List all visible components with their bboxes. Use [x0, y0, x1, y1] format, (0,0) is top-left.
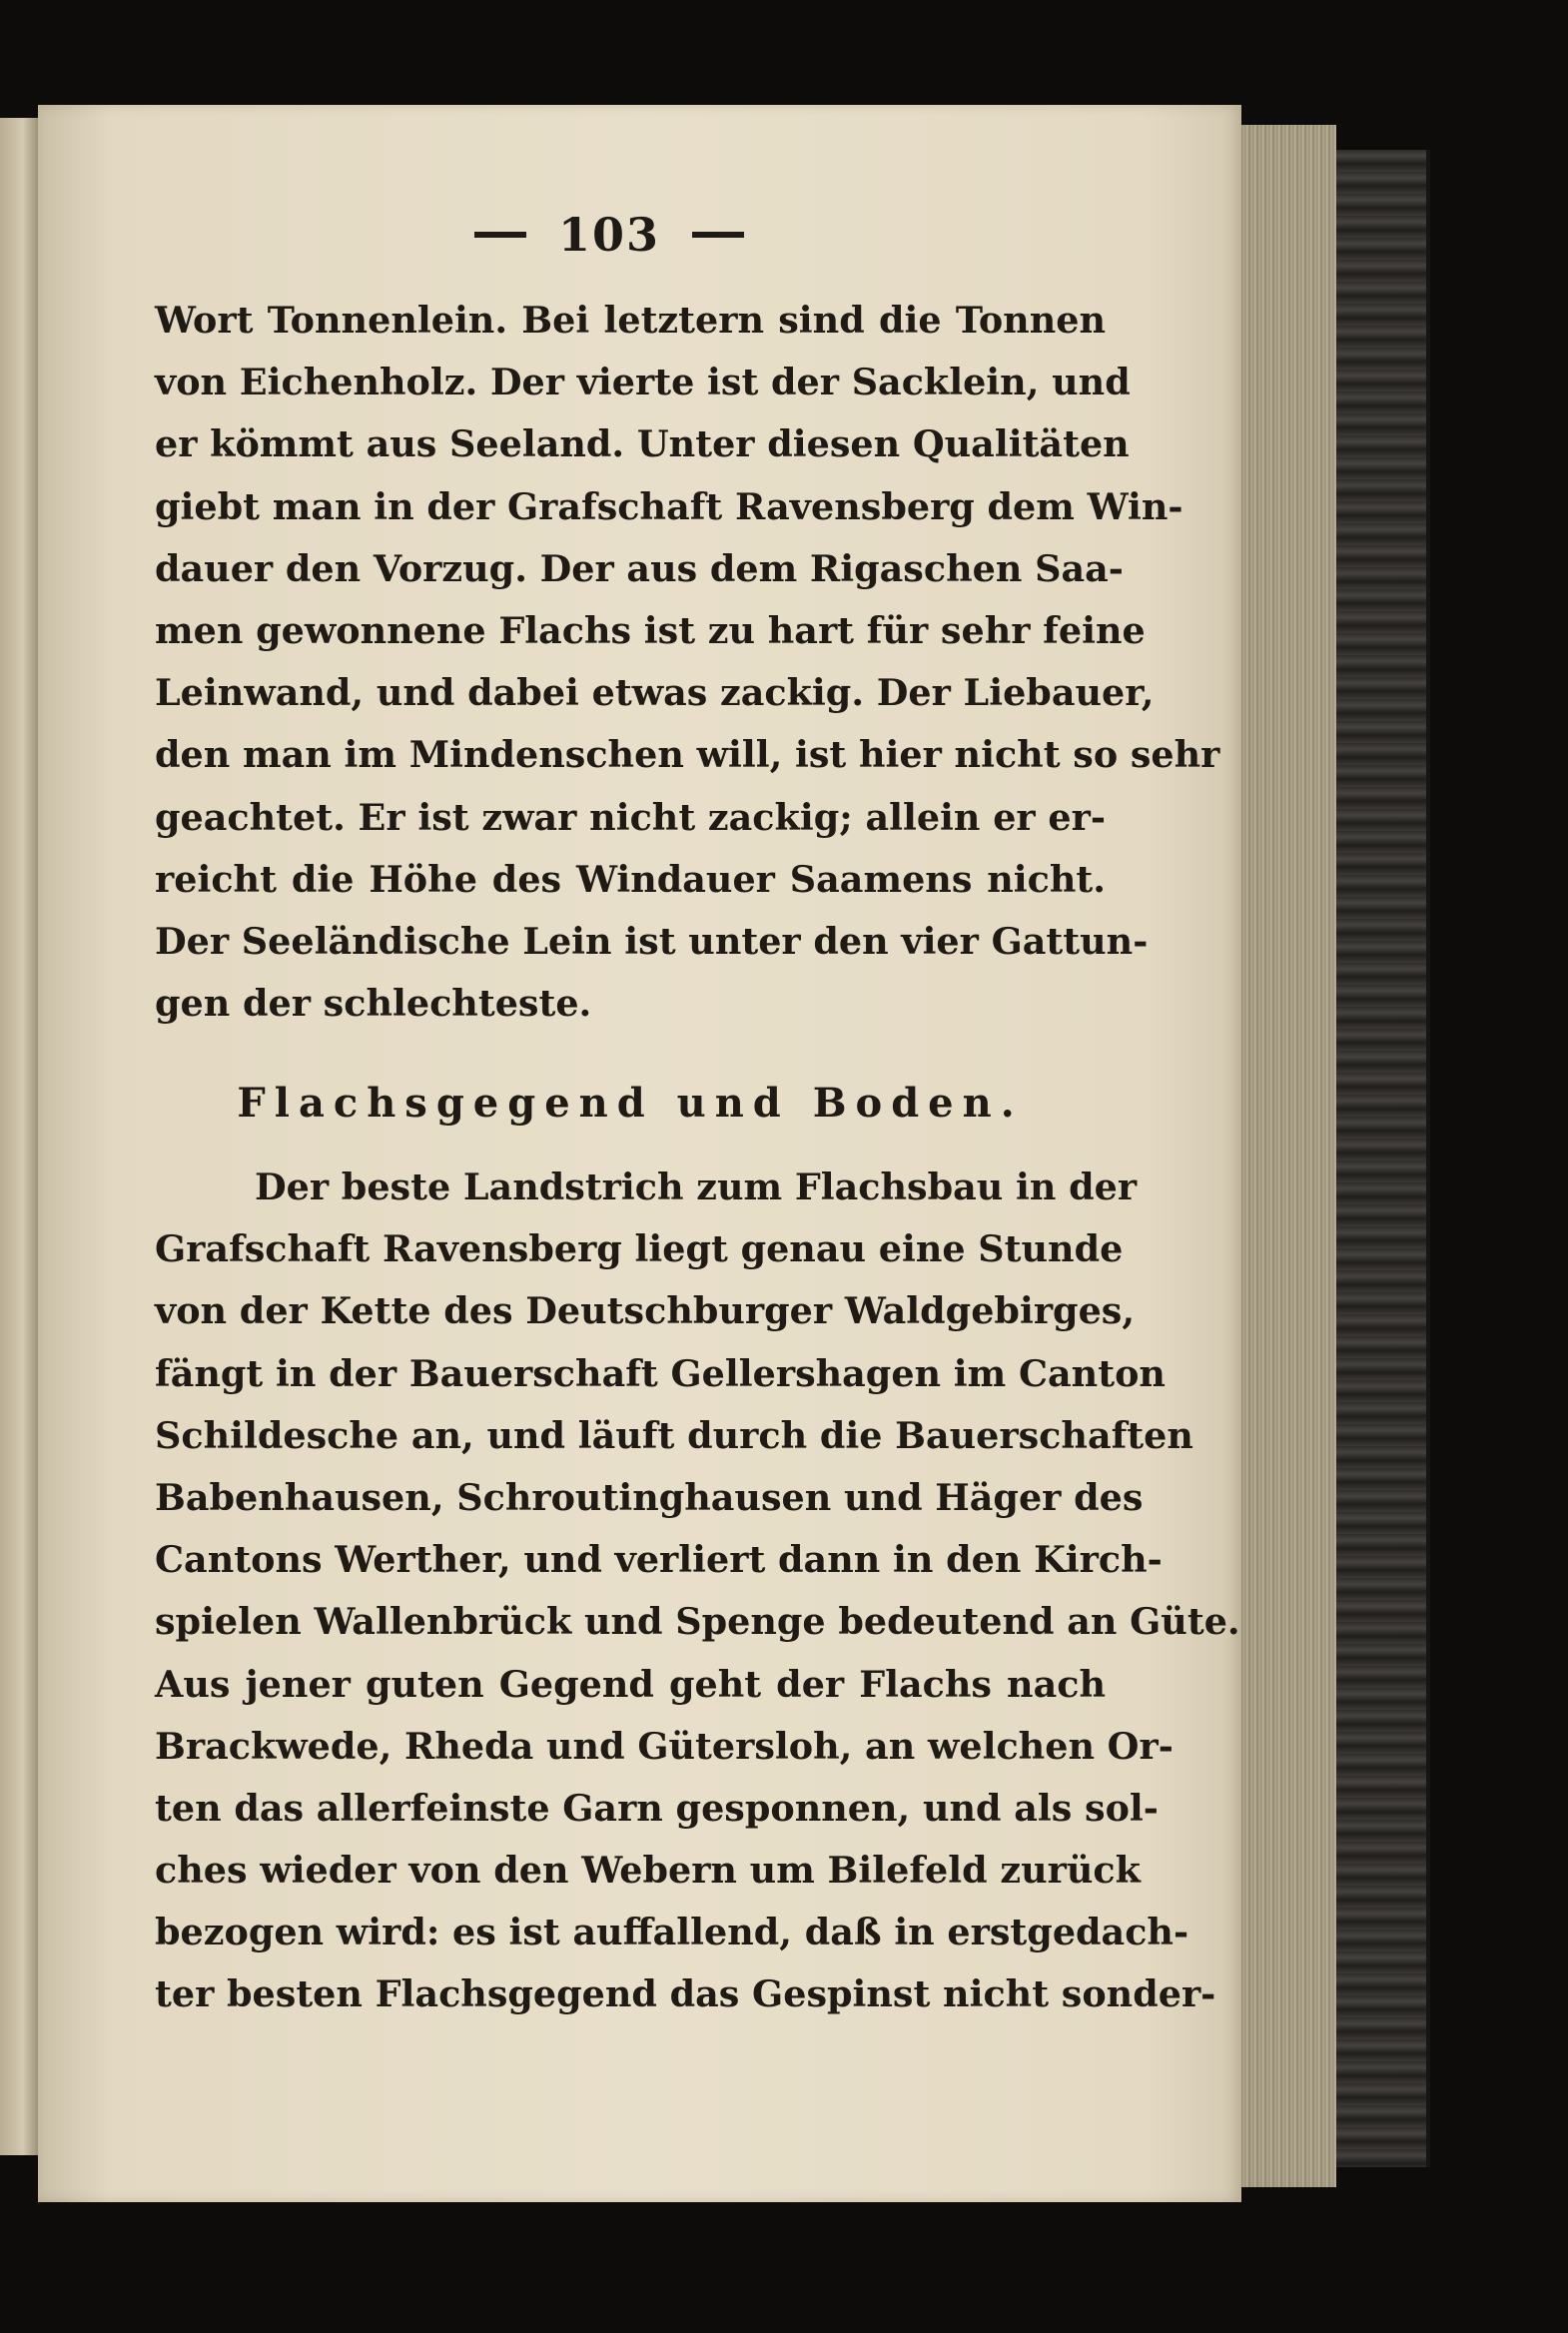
text-line: men gewonnene Flachs ist zu hart für sehr feine	[155, 608, 1146, 652]
text-line: Der beste Landstrich zum Flachsbau in der	[255, 1166, 1138, 1208]
page-header	[360, 205, 859, 265]
text-line: den man im Mindenschen will, ist hier nicht so sehr	[155, 733, 1220, 777]
text-line: ten das allerfeinste Garn gesponnen, und als sol-	[155, 1786, 1159, 1830]
text-line: Leinwand, und dabei etwas zackig. Der Liebauer,	[155, 671, 1155, 715]
text-line: ter besten Flachsgegend das Gespinst nicht sonder-	[155, 1972, 1216, 2016]
text-line: Grafschaft Ravensberg liegt genau eine Stunde	[155, 1227, 1124, 1271]
text-line: er kömmt aus Seeland. Unter diesen Qualitäten	[155, 422, 1130, 466]
paragraph-1	[155, 290, 1220, 1035]
text-line: dauer den Vorzug. Der aus dem Rigaschen Saa-	[155, 546, 1124, 590]
text-line: Brackwede, Rheda und Gütersloh, an welchen Or-	[155, 1724, 1174, 1768]
header-dash-right	[692, 232, 744, 238]
book-cover	[1336, 150, 1430, 2167]
text-line: Aus jener guten Gegend geht der Flachs nach	[155, 1662, 1106, 1706]
text-line: Der Seeländische Lein ist unter den vier Gattun-	[155, 919, 1149, 963]
text-line: von Eichenholz. Der vierte ist der Sacklein, und	[155, 361, 1131, 404]
text-line: gen der schlechteste.	[155, 982, 592, 1026]
header-dash-left	[474, 232, 526, 238]
text-line: fängt in der Bauerschaft Gellershagen im Canton	[155, 1351, 1166, 1395]
text-line: ches wieder von den Webern um Bilefeld zurück	[155, 1849, 1141, 1893]
page-number: 103	[557, 208, 661, 262]
text-line: bezogen wird: es ist auffallend, daß in erstgedach-	[155, 1911, 1189, 1954]
text-line: Schildesche an, und läuft durch die Bauerschaften	[155, 1413, 1193, 1457]
text-line: Wort Tonnenlein. Bei letztern sind die Tonnen	[155, 299, 1106, 342]
facing-page-edge	[0, 118, 38, 2155]
text-line: von der Kette des Deutschburger Waldgebirges,	[155, 1289, 1136, 1333]
page-block-edges	[1241, 125, 1336, 2187]
text-line: Cantons Werther, und verliert dann in den Kirch-	[155, 1538, 1163, 1582]
text-line: reicht die Höhe des Windauer Saamens nicht.	[155, 857, 1106, 901]
section-heading: Flachsgegend und Boden.	[237, 1080, 1024, 1127]
text-line: giebt man in der Grafschaft Ravensberg dem Win-	[155, 484, 1183, 528]
paragraph-2	[155, 1157, 1240, 2026]
text-line: spielen Wallenbrück und Spenge bedeutend an Güte.	[155, 1600, 1240, 1644]
text-line: Babenhausen, Schroutinghausen und Häger des	[155, 1475, 1144, 1519]
text-line: geachtet. Er ist zwar nicht zackig; allein er er-	[155, 795, 1106, 839]
